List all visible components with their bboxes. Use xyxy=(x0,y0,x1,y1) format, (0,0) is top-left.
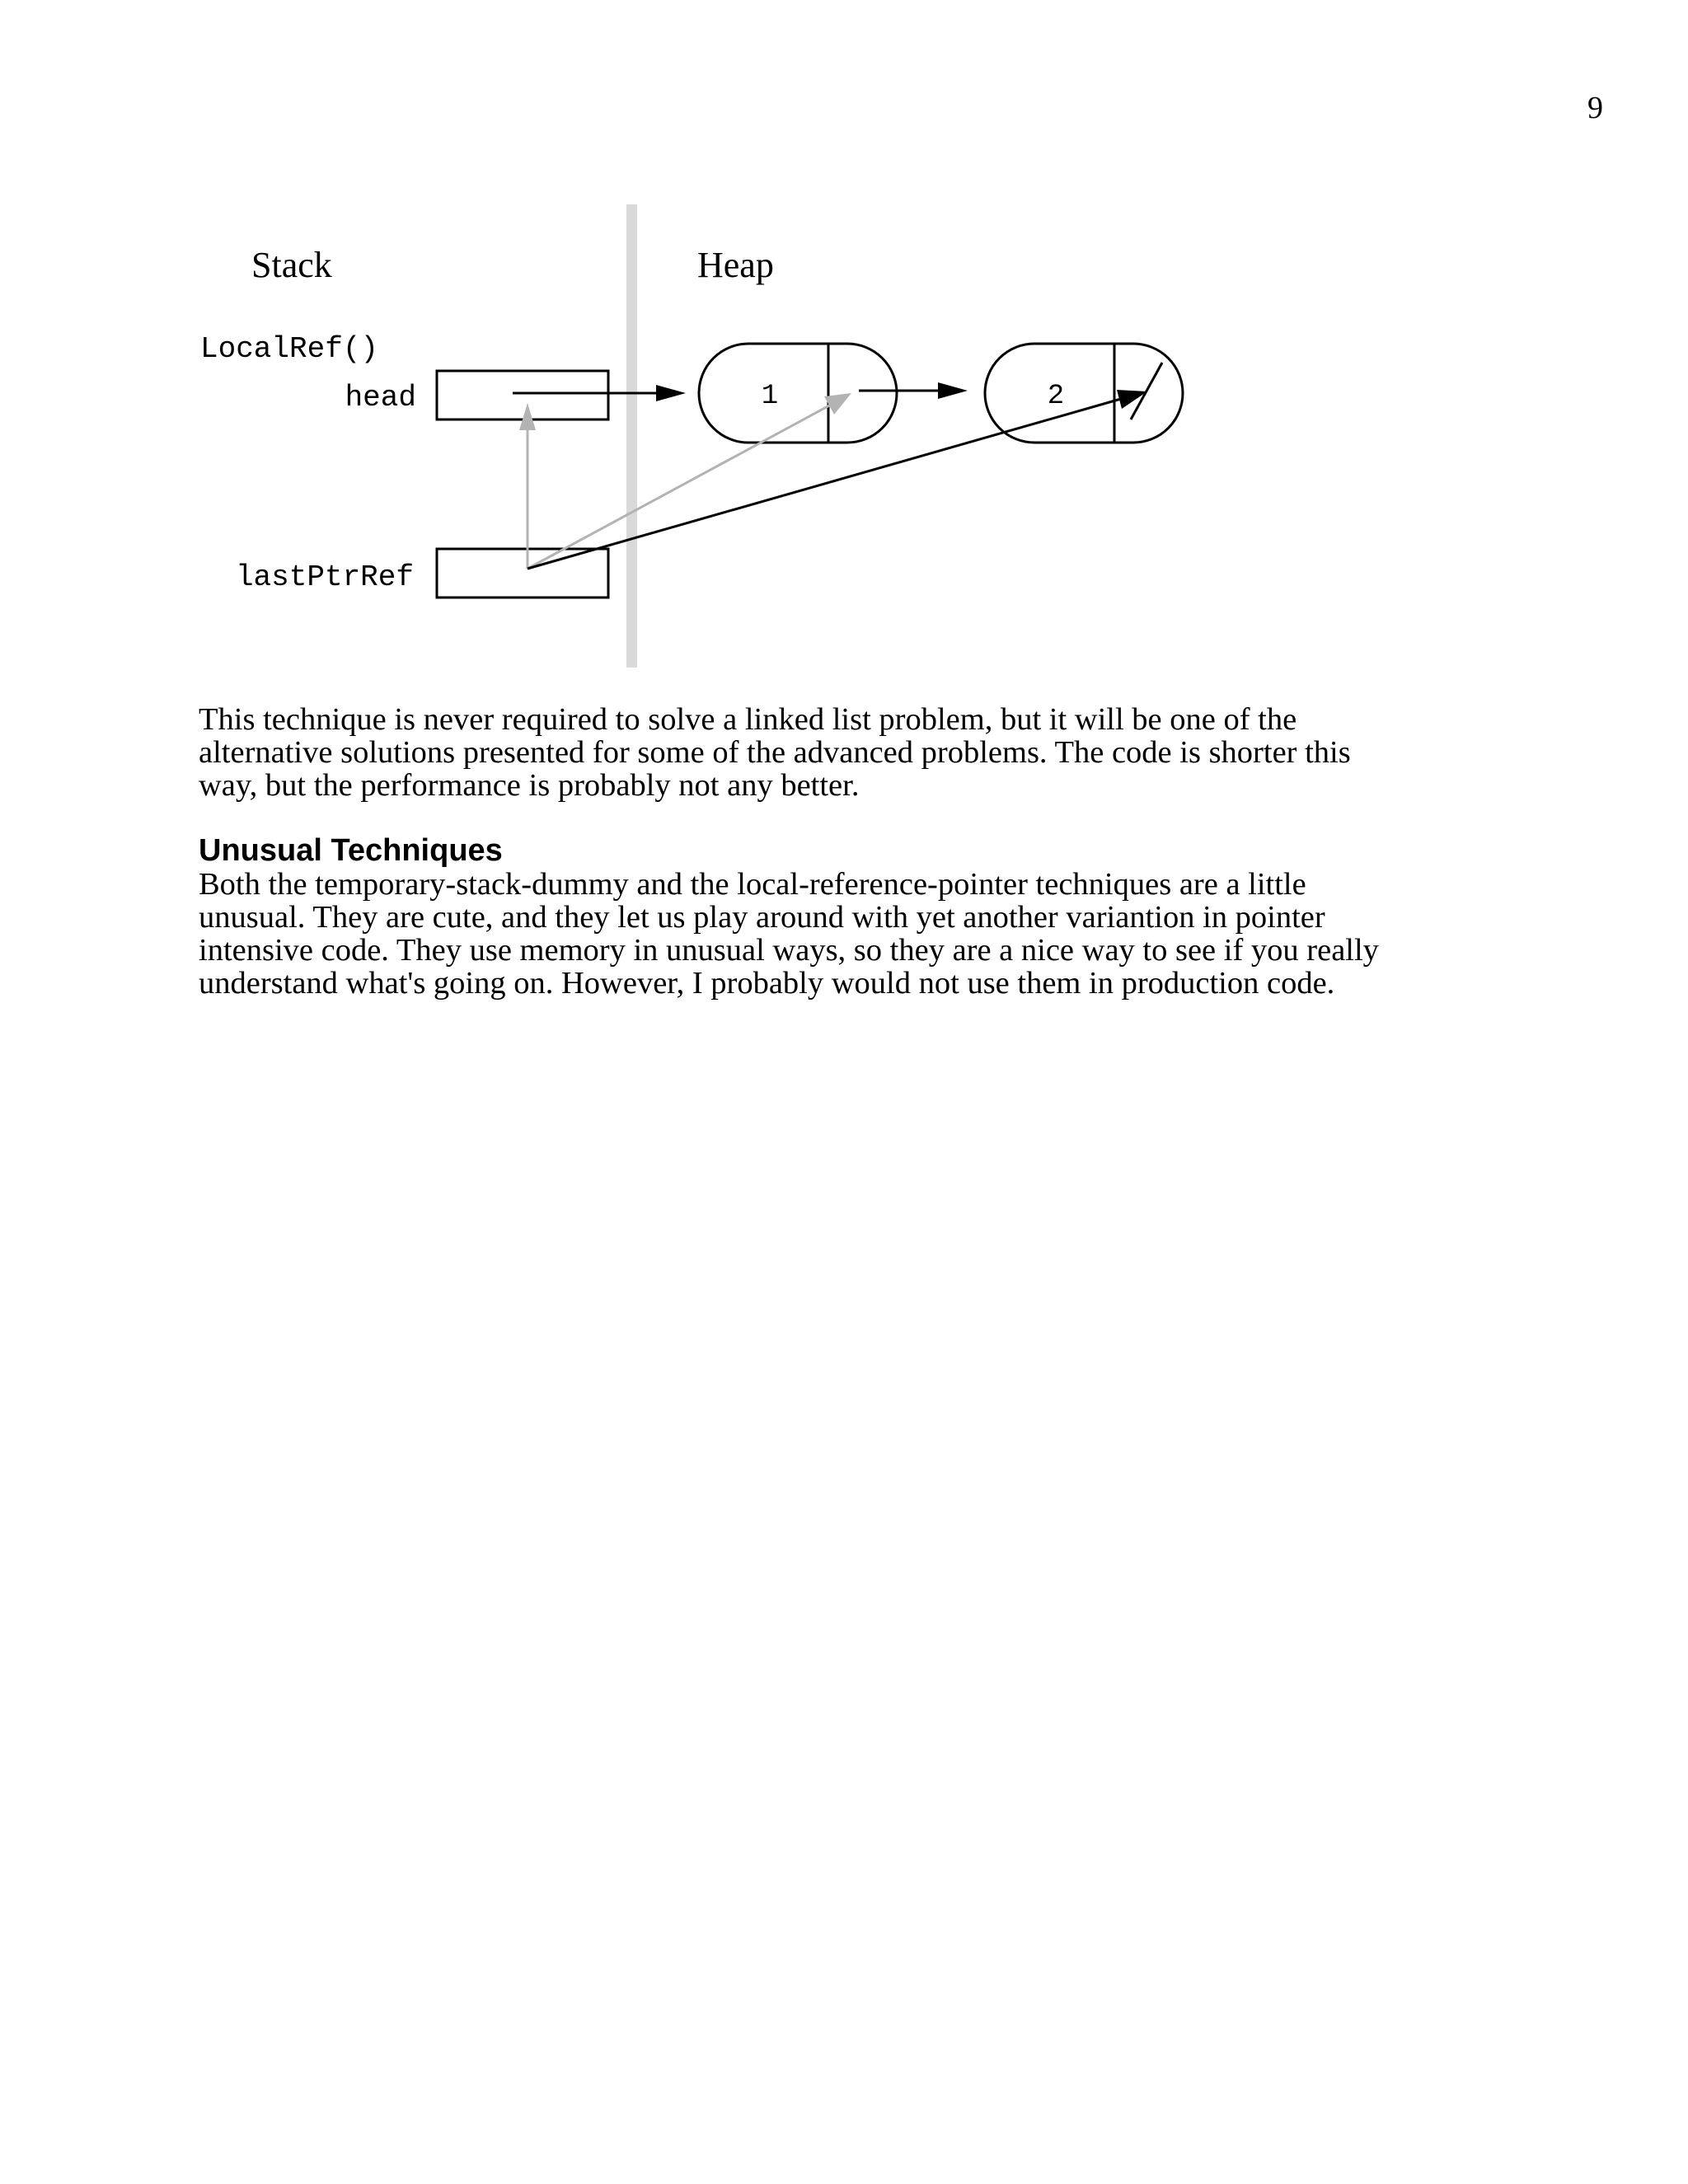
stack-heap-divider xyxy=(626,204,637,668)
stack-title: Stack xyxy=(251,245,332,285)
node-2-value: 2 xyxy=(1047,381,1065,412)
paragraph-1: This technique is never required to solve a linked list problem, but it will be one of the alternative solutions presented for some of the advanced problems. The code is shorter this way, but the performance is probably not any better. xyxy=(199,702,1351,803)
page-number: 9 xyxy=(1587,91,1603,125)
head-box xyxy=(437,371,608,419)
heap-node-1 xyxy=(699,344,897,443)
lastptrref-label: lastPtrRef xyxy=(235,560,414,594)
function-label: LocalRef() xyxy=(200,332,379,366)
node-1-value: 1 xyxy=(761,381,779,412)
heap-title: Heap xyxy=(697,245,774,285)
lastptrref-box xyxy=(437,549,608,598)
paragraph-2: Both the temporary-stack-dummy and the local-reference-pointer techniques are a little unusual. They are cute, and they let us play around with yet another variantion in pointer intensive code. They use memory in unusual ways, so they are a nice way to see if you really understand what's going on. However, I probably would not use them in production code. xyxy=(199,867,1379,1001)
grey-arrow-to-head xyxy=(519,403,536,569)
head-label: head xyxy=(345,381,416,415)
section-heading: Unusual Techniques xyxy=(199,833,503,868)
stack-heap-diagram xyxy=(0,0,1688,701)
heap-node-2 xyxy=(985,344,1183,443)
